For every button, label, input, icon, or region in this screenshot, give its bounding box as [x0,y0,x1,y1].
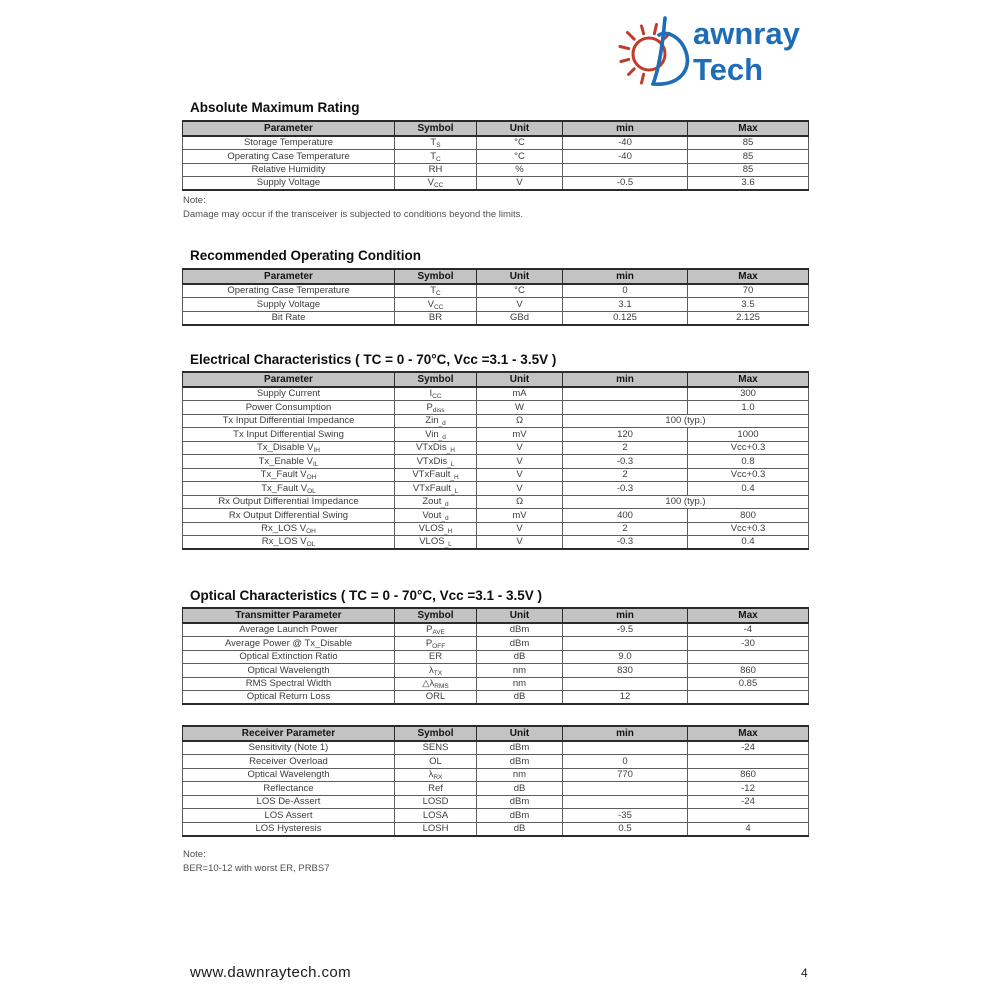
table-cell: VTxDis$_{\_L}$ [395,455,477,469]
table-cell: LOS De-Assert [183,795,395,809]
table-cell: Rx Output Differential Swing [183,509,395,523]
column-header: Max [688,269,809,284]
column-header: Unit [477,372,563,387]
table-receiver-parameters [182,725,809,837]
table-cell: 0.8 [688,455,809,469]
column-header: min [563,121,688,136]
table-cell: ER [395,650,477,664]
table-cell: 3.6 [688,177,809,191]
table-cell: 100 (typ.) [563,414,809,428]
table-cell: 830 [563,664,688,678]
table-cell: Tx_Enable $V_{IL}$ [183,455,395,469]
table-cell: Reflectance [183,782,395,796]
table-cell: RMS Spectral Width [183,677,395,691]
table-cell: $I_{CC}$ [395,387,477,401]
table-cell: 3.1 [563,298,688,312]
table-cell: 120 [563,428,688,442]
table-cell: $T_S$ [395,136,477,150]
table-cell: dBm [477,623,563,637]
table-cell: OL [395,755,477,769]
table-cell: Supply Voltage [183,298,395,312]
column-header: Max [688,372,809,387]
table-row [183,677,809,691]
table-row [183,150,809,164]
table-cell: Tx Input Differential Impedance [183,414,395,428]
column-header: Parameter [183,269,395,284]
table-cell: 12 [563,691,688,705]
table-cell: dBm [477,741,563,755]
table-cell: dBm [477,637,563,651]
column-header: min [563,726,688,741]
table-cell: V [477,298,563,312]
table-cell: Storage Temperature [183,136,395,150]
table-cell: V [477,536,563,550]
table-cell [563,782,688,796]
table-cell: $P_{AVE}$ [395,623,477,637]
table-cell: V [477,441,563,455]
column-header: Symbol [395,608,477,623]
table-cell: $\lambda_{TX}$ [395,664,477,678]
table-row [183,482,809,496]
column-header: Parameter [183,372,395,387]
table-header-row [183,608,809,623]
table-cell: 400 [563,509,688,523]
table-cell [563,637,688,651]
heading-absolute-maximum-rating: Absolute Maximum Rating [190,100,360,115]
table-cell: $\triangle\lambda_{RMS}$ [395,677,477,691]
table-cell: dB [477,650,563,664]
table-cell [563,387,688,401]
table-cell: Ω [477,495,563,509]
table-cell: 0.5 [563,822,688,836]
table-cell: 85 [688,136,809,150]
table-row [183,809,809,823]
table-cell: 0.4 [688,536,809,550]
table-cell: 300 [688,387,809,401]
column-header: Max [688,121,809,136]
table-row [183,468,809,482]
table-row [183,768,809,782]
table-cell: $VLOS_{\_L}$ [395,536,477,550]
table-cell: Supply Voltage [183,177,395,191]
logo [615,10,865,94]
table-row [183,664,809,678]
table-cell: Tx_Disable $V_{IH}$ [183,441,395,455]
table-cell: dB [477,822,563,836]
table-cell: Vcc+0.3 [688,522,809,536]
table-row [183,163,809,177]
table-cell: 3.5 [688,298,809,312]
footer-url: www.dawnraytech.com [190,964,351,981]
table-row [183,177,809,191]
table-cell: Ω [477,414,563,428]
table-cell: $P_{diss}$ [395,401,477,415]
table-cell: mA [477,387,563,401]
table-cell: -12 [688,782,809,796]
table-cell [563,741,688,755]
table-row [183,401,809,415]
column-header: Max [688,726,809,741]
table-transmitter-parameters [182,607,809,705]
table-cell: 9.0 [563,650,688,664]
column-header: Max [688,608,809,623]
table-cell: 0 [563,284,688,298]
table-cell: dBm [477,809,563,823]
column-header: Symbol [395,121,477,136]
table-row [183,691,809,705]
logo-d-letter [653,18,687,84]
table-cell: °C [477,284,563,298]
table-header-row [183,121,809,136]
table-cell: BR [395,311,477,325]
table-row [183,495,809,509]
table-cell: dB [477,691,563,705]
table-cell: Power Consumption [183,401,395,415]
table-cell: VTxFault$_{\_L}$ [395,482,477,496]
table-cell: -40 [563,150,688,164]
column-header: Unit [477,608,563,623]
table-cell: $P_{OFF}$ [395,637,477,651]
table-cell [688,755,809,769]
table-cell: 860 [688,664,809,678]
table-cell: -35 [563,809,688,823]
table-cell: Rx Output Differential Impedance [183,495,395,509]
table-cell: 85 [688,163,809,177]
table-cell: dBm [477,795,563,809]
table-cell [688,809,809,823]
table-cell: Optical Wavelength [183,768,395,782]
heading-electrical-characteristics: Electrical Characteristics ( TC = 0 - 70°C, Vcc =3.1 - 3.5V ) [190,352,557,367]
table-electrical-characteristics [182,371,809,550]
table-cell: ORL [395,691,477,705]
table-cell: W [477,401,563,415]
table-cell [563,795,688,809]
table-row [183,782,809,796]
table-cell: % [477,163,563,177]
table-cell: VTxFault$_{\_H}$ [395,468,477,482]
table-cell: VTxDis$_{\_H}$ [395,441,477,455]
column-header: Unit [477,121,563,136]
table-cell: nm [477,664,563,678]
abs-note-label: Note: [183,195,206,206]
heading-optical-characteristics: Optical Characteristics ( TC = 0 - 70°C, Vcc =3.1 - 3.5V ) [190,588,543,603]
table-cell: Optical Extinction Ratio [183,650,395,664]
table-cell: 2.125 [688,311,809,325]
table-cell: 70 [688,284,809,298]
table-cell: Tx_Fault $V_{OH}$ [183,468,395,482]
table-row [183,650,809,664]
table-header-row [183,372,809,387]
table-header-row [183,726,809,741]
table-cell: V [477,522,563,536]
table-cell: 1000 [688,428,809,442]
table-cell: 2 [563,522,688,536]
table-cell: $\lambda_{RX}$ [395,768,477,782]
rx-note-label: Note: [183,849,206,860]
column-header: min [563,608,688,623]
table-cell: -24 [688,741,809,755]
table-row [183,822,809,836]
table-cell [688,650,809,664]
table-cell: °C [477,150,563,164]
table-cell: 0 [563,755,688,769]
table-cell: 1.0 [688,401,809,415]
table-cell: Average Power @ Tx_Disable [183,637,395,651]
table-cell: Average Launch Power [183,623,395,637]
table-cell: V [477,177,563,191]
table-row [183,136,809,150]
column-header: Symbol [395,269,477,284]
table-cell: 860 [688,768,809,782]
table-cell [563,401,688,415]
table-cell: -0.3 [563,482,688,496]
table-cell: -0.5 [563,177,688,191]
table-cell: LOS Hysteresis [183,822,395,836]
column-header: Symbol [395,372,477,387]
table-cell: $VLOS_{\_H}$ [395,522,477,536]
table-cell: Rx_LOS $V_{OL}$ [183,536,395,550]
table-cell: V [477,468,563,482]
table-cell: Operating Case Temperature [183,150,395,164]
table-cell: LOSH [395,822,477,836]
table-cell: 800 [688,509,809,523]
table-cell: Sensitivity (Note 1) [183,741,395,755]
table-cell: 85 [688,150,809,164]
table-cell: mV [477,509,563,523]
table-cell: Vout$_{\_d}$ [395,509,477,523]
rx-note-text: BER=10-12 with worst ER, PRBS7 [183,863,330,874]
column-header: Symbol [395,726,477,741]
column-header: Unit [477,269,563,284]
table-cell: 100 (typ.) [563,495,809,509]
table-row [183,522,809,536]
table-row [183,284,809,298]
table-row [183,741,809,755]
logo-brand-text: awnray Tech [693,16,800,87]
table-cell: GBd [477,311,563,325]
column-header: min [563,269,688,284]
page-number: 4 [801,966,808,980]
table-cell: dB [477,782,563,796]
table-cell: -0.3 [563,455,688,469]
table-cell: LOSD [395,795,477,809]
table-cell: Supply Current [183,387,395,401]
table-cell: 0.4 [688,482,809,496]
table-cell: nm [477,768,563,782]
table-row [183,428,809,442]
table-cell: Tx_Fault $V_{OL}$ [183,482,395,496]
table-cell: Vin$_{\_d}$ [395,428,477,442]
table-cell [688,691,809,705]
table-cell: Receiver Overload [183,755,395,769]
table-cell: RH [395,163,477,177]
table-cell: Vcc+0.3 [688,441,809,455]
table-cell: Zout$_{\_d}$ [395,495,477,509]
table-cell: 2 [563,441,688,455]
table-cell: Relative Humidity [183,163,395,177]
table-cell: 2 [563,468,688,482]
table-cell: -4 [688,623,809,637]
table-cell: Optical Return Loss [183,691,395,705]
table-row [183,414,809,428]
table-header-row [183,269,809,284]
table-cell: -24 [688,795,809,809]
table-row [183,536,809,550]
heading-recommended-operating-condition: Recommended Operating Condition [190,248,422,263]
table-cell: Zin$_{\_d}$ [395,414,477,428]
table-row [183,623,809,637]
column-header: Parameter [183,121,395,136]
table-cell: $T_C$ [395,284,477,298]
table-cell: LOS Assert [183,809,395,823]
table-cell: $V_{CC}$ [395,177,477,191]
abs-note-text: Damage may occur if the transceiver is subjected to conditions beyond the limits. [183,209,524,220]
table-cell: 0.85 [688,677,809,691]
column-header: min [563,372,688,387]
table-cell: -9.5 [563,623,688,637]
table-row [183,311,809,325]
table-absolute-maximum-rating [182,120,809,191]
table-cell: -40 [563,136,688,150]
table-cell: °C [477,136,563,150]
table-cell: dBm [477,755,563,769]
table-row [183,637,809,651]
table-row [183,509,809,523]
table-cell [563,677,688,691]
table-recommended-operating-condition [182,268,809,326]
table-cell: Tx Input Differential Swing [183,428,395,442]
table-cell: Operating Case Temperature [183,284,395,298]
table-cell: V [477,482,563,496]
table-row [183,298,809,312]
table-cell: Rx_LOS $V_{OH}$ [183,522,395,536]
table-cell: SENS [395,741,477,755]
table-cell: V [477,455,563,469]
table-row [183,795,809,809]
column-header: Receiver Parameter [183,726,395,741]
table-cell: Vcc+0.3 [688,468,809,482]
table-cell: mV [477,428,563,442]
table-cell: -30 [688,637,809,651]
table-cell: 0.125 [563,311,688,325]
table-cell: 4 [688,822,809,836]
table-cell: $T_C$ [395,150,477,164]
table-cell: 770 [563,768,688,782]
table-cell: Bit Rate [183,311,395,325]
table-row [183,441,809,455]
table-row [183,755,809,769]
table-cell: nm [477,677,563,691]
table-cell [563,163,688,177]
table-cell: LOSA [395,809,477,823]
column-header: Transmitter Parameter [183,608,395,623]
table-cell: Ref [395,782,477,796]
table-cell: -0.3 [563,536,688,550]
column-header: Unit [477,726,563,741]
table-row [183,455,809,469]
table-row [183,387,809,401]
table-cell: $V_{CC}$ [395,298,477,312]
table-cell: Optical Wavelength [183,664,395,678]
